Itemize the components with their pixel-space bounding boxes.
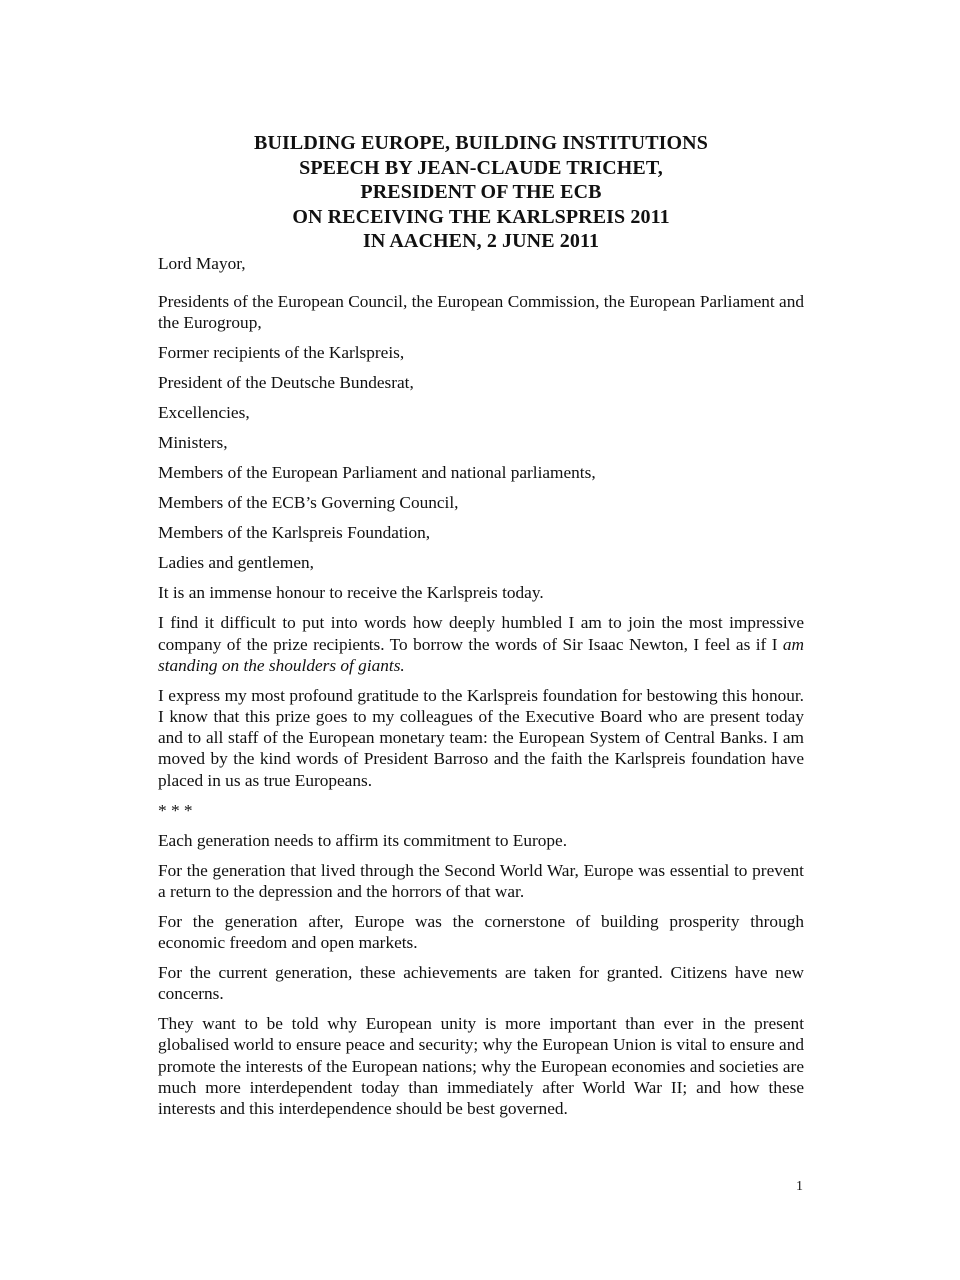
- title-line: SPEECH BY JEAN-CLAUDE TRICHET,: [299, 156, 663, 179]
- salutation: Ministers,: [158, 433, 228, 453]
- salutation: Ladies and gentlemen,: [158, 553, 314, 573]
- paragraph-quote: am standing on the shoulders of giants.: [158, 634, 804, 675]
- title-line: ON RECEIVING THE KARLSPREIS 2011: [292, 205, 670, 228]
- salutation: Former recipients of the Karlspreis,: [158, 343, 405, 363]
- speech-title: [158, 131, 804, 254]
- paragraph: They want to be told why European unity is more important than ever in the present globalised world to ensure peace and security; why the European Union is vital to ensure and promote the interests of the European nations; why the European economies and societies are much more interdependent today than immediately after World War II; and how these interests and this interdependence should be best governed.: [158, 1014, 804, 1119]
- title-line: BUILDING EUROPE, BUILDING INSTITUTIONS: [254, 132, 708, 154]
- speech-body: [158, 253, 804, 1128]
- paragraph-text: I find it difficult to put into words how deeply humbled I am to join the most impressive company of the prize recipients. To borrow the words of Sir Isaac Newton, I feel as if I: [158, 613, 804, 654]
- paragraph: For the generation that lived through the Second World War, Europe was essential to prevent a return to the depression and the horrors of that war.: [158, 860, 804, 901]
- paragraph: It is an immense honour to receive the Karlspreis today.: [158, 583, 544, 603]
- paragraph: [158, 612, 804, 676]
- salutation: Excellencies,: [158, 403, 250, 423]
- paragraph: For the current generation, these achievements are taken for granted. Citizens have new concerns.: [158, 963, 804, 1004]
- paragraph: For the generation after, Europe was the cornerstone of building prosperity through economic freedom and open markets.: [158, 911, 804, 953]
- salutation: Lord Mayor,: [158, 254, 246, 273]
- salutation: Members of the Karlspreis Foundation,: [158, 523, 431, 543]
- salutation: Presidents of the European Council, the European Commission, the European Parliament and the Eurogroup,: [158, 292, 804, 333]
- paragraph: Each generation needs to affirm its commitment to Europe.: [158, 830, 568, 850]
- section-separator: * * *: [158, 800, 193, 820]
- title-line: PRESIDENT OF THE ECB: [360, 181, 602, 203]
- page-number: 1: [796, 1179, 803, 1194]
- title-line: IN AACHEN, 2 JUNE 2011: [362, 230, 600, 252]
- paragraph: I express my most profound gratitude to the Karlspreis foundation for bestowing this honour. I know that this prize goes to my colleagues of the Executive Board who are present today and to all staff of the European monetary team: the European System of Central Banks. I am moved by the kind words of President Barroso and the faith the Karlspreis foundation have placed in us as true Europeans.: [158, 685, 804, 790]
- salutation: Members of the European Parliament and national parliaments,: [158, 463, 596, 483]
- salutation: President of the Deutsche Bundesrat,: [158, 373, 414, 393]
- salutation: Members of the ECB’s Governing Council,: [158, 493, 459, 513]
